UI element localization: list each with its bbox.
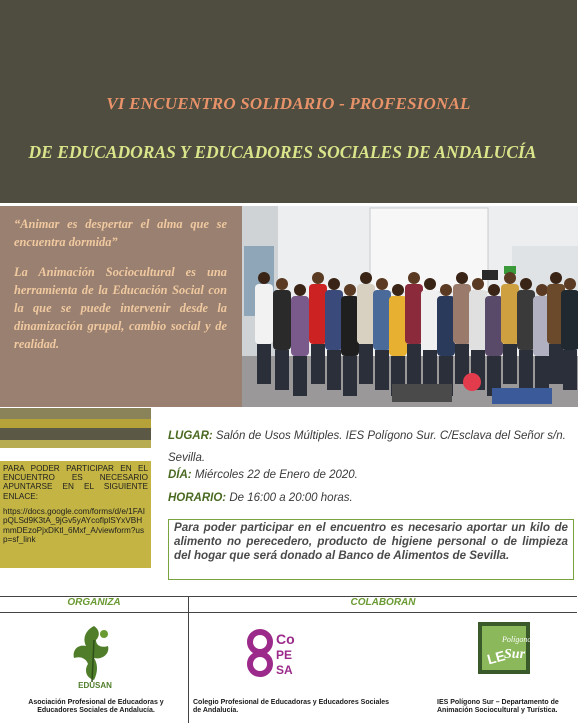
person-body [357,284,375,344]
person-body [437,296,455,356]
person-head [408,272,420,284]
person-body [273,290,291,350]
person-legs [519,350,533,390]
ies-poligono-logo-icon [476,620,532,676]
person-legs [375,350,389,390]
person-head [440,284,452,296]
person-head [392,284,404,296]
person-head [360,272,372,284]
person-body [469,290,487,350]
person-head [276,278,288,290]
person-head [258,272,270,284]
quote-box [0,206,242,407]
person-legs [359,344,373,384]
person-body [389,296,407,356]
stripe-3 [0,428,151,440]
donation-notice: Para poder participar en el encuentro es necesario aportar un kilo de alimento no perecedero, producto de higiene personal o de limpieza del hogar que será donado al Banco de Alimentos de Sevilla. [168,519,574,580]
person-head [550,272,562,284]
group-photo [242,206,578,407]
person-legs [275,350,289,390]
person-head [424,278,436,290]
lugar-line [168,425,573,469]
person-head [312,272,324,284]
person-body [405,284,423,344]
registration-link[interactable]: https://docs.google.com/forms/d/e/1FAIpQLSd9K3tA_9jGv5yAYcoflplSYxVBHmmDEzoPjxDKtl_6Mxf_A/viewform?usp=sf_link [3,506,145,545]
stripe-4 [0,440,151,448]
dia-label: DÍA: [168,469,192,481]
person-legs [257,344,271,384]
registration-text: PARA PODER PARTICIPAR EN EL ENCUENTRO ES NECESARIO APUNTARSE EN EL SIGUIENTE ENLACE: [3,464,148,501]
organiza-heading: ORGANIZA [67,597,121,608]
eduso-caption: Asociación Profesional de Educadoras y Educadores Sociales de Andalucía. [28,699,164,715]
event-subtitle: DE EDUCADORAS Y EDUCADORES SOCIALES DE ANDALUCÍA [28,142,537,162]
person-head [344,284,356,296]
person-legs [503,344,517,384]
registration-box [0,461,151,568]
person-legs [343,356,357,396]
person-body [421,290,439,350]
person-body [325,290,343,350]
person-body [453,284,471,344]
lugar-value: Salón de Usos Múltiples. IES Polígono Sur. C/Esclava del Señor s/n. Sevilla. [168,430,566,464]
person-legs [293,356,307,396]
copesa-logo-co: Co [276,631,295,647]
person-body [561,290,578,350]
person-head [376,278,388,290]
person-head [328,278,340,290]
dia-value: Miércoles 22 de Enero de 2020. [194,469,358,481]
person-head [564,278,576,290]
person-body [291,296,309,356]
person-body [501,284,519,344]
person-head [294,284,306,296]
copesa-caption: Colegio Profesional de Educadoras y Educadores Sociales de Andalucía. [193,699,390,715]
person-legs [407,344,421,384]
person-head [520,278,532,290]
eduso-logo-text: EDUSAN [78,681,112,690]
horario-label: HORARIO: [168,492,227,504]
ies-logo-poligono: Polígono [502,635,532,644]
stripe-1 [0,408,151,419]
horario-line [168,492,353,504]
dia-line [168,469,358,481]
person-head [456,272,468,284]
person-head [504,272,516,284]
event-title: VI ENCUENTRO SOLIDARIO - PROFESIONAL [106,94,471,113]
person-legs [549,344,563,384]
copesa-logo-sa: SA [276,663,293,677]
copesa-logo-icon [244,628,310,678]
colaboran-heading: COLABORAN [350,597,416,608]
footer-column-divider [188,597,189,723]
eduso-logo-icon [64,620,126,690]
ies-logo-sur: Sur [504,647,526,662]
person-body [517,290,535,350]
person-body [341,296,359,356]
person-body [255,284,273,344]
person-legs [327,350,341,390]
stripe-2 [0,419,151,428]
footer-header-divider [0,612,577,613]
group-photo-illustration [242,206,578,407]
person-body [309,284,327,344]
ies-caption: IES Polígono Sur – Departamento de Animación Sociocultural y Turística. [437,699,559,715]
copesa-logo-pe: PE [276,648,293,662]
person-legs [311,344,325,384]
person-head [488,284,500,296]
quote-text: “Animar es despertar el alma que se encuentra dormida” [14,217,227,249]
person-head [472,278,484,290]
lugar-label: LUGAR: [168,430,213,442]
person-body [373,290,391,350]
person-legs [563,350,577,390]
person-body [485,296,503,356]
ies-logo-le: LE [485,647,507,668]
quote-description: La Animación Sociocultural es una herramienta de la Educación Social con la que se puede intervenir desde la dinamización grupal, cambio social y de realidad. [14,264,227,351]
horario-value: De 16:00 a 20:00 horas. [229,492,353,504]
person-head [536,284,548,296]
